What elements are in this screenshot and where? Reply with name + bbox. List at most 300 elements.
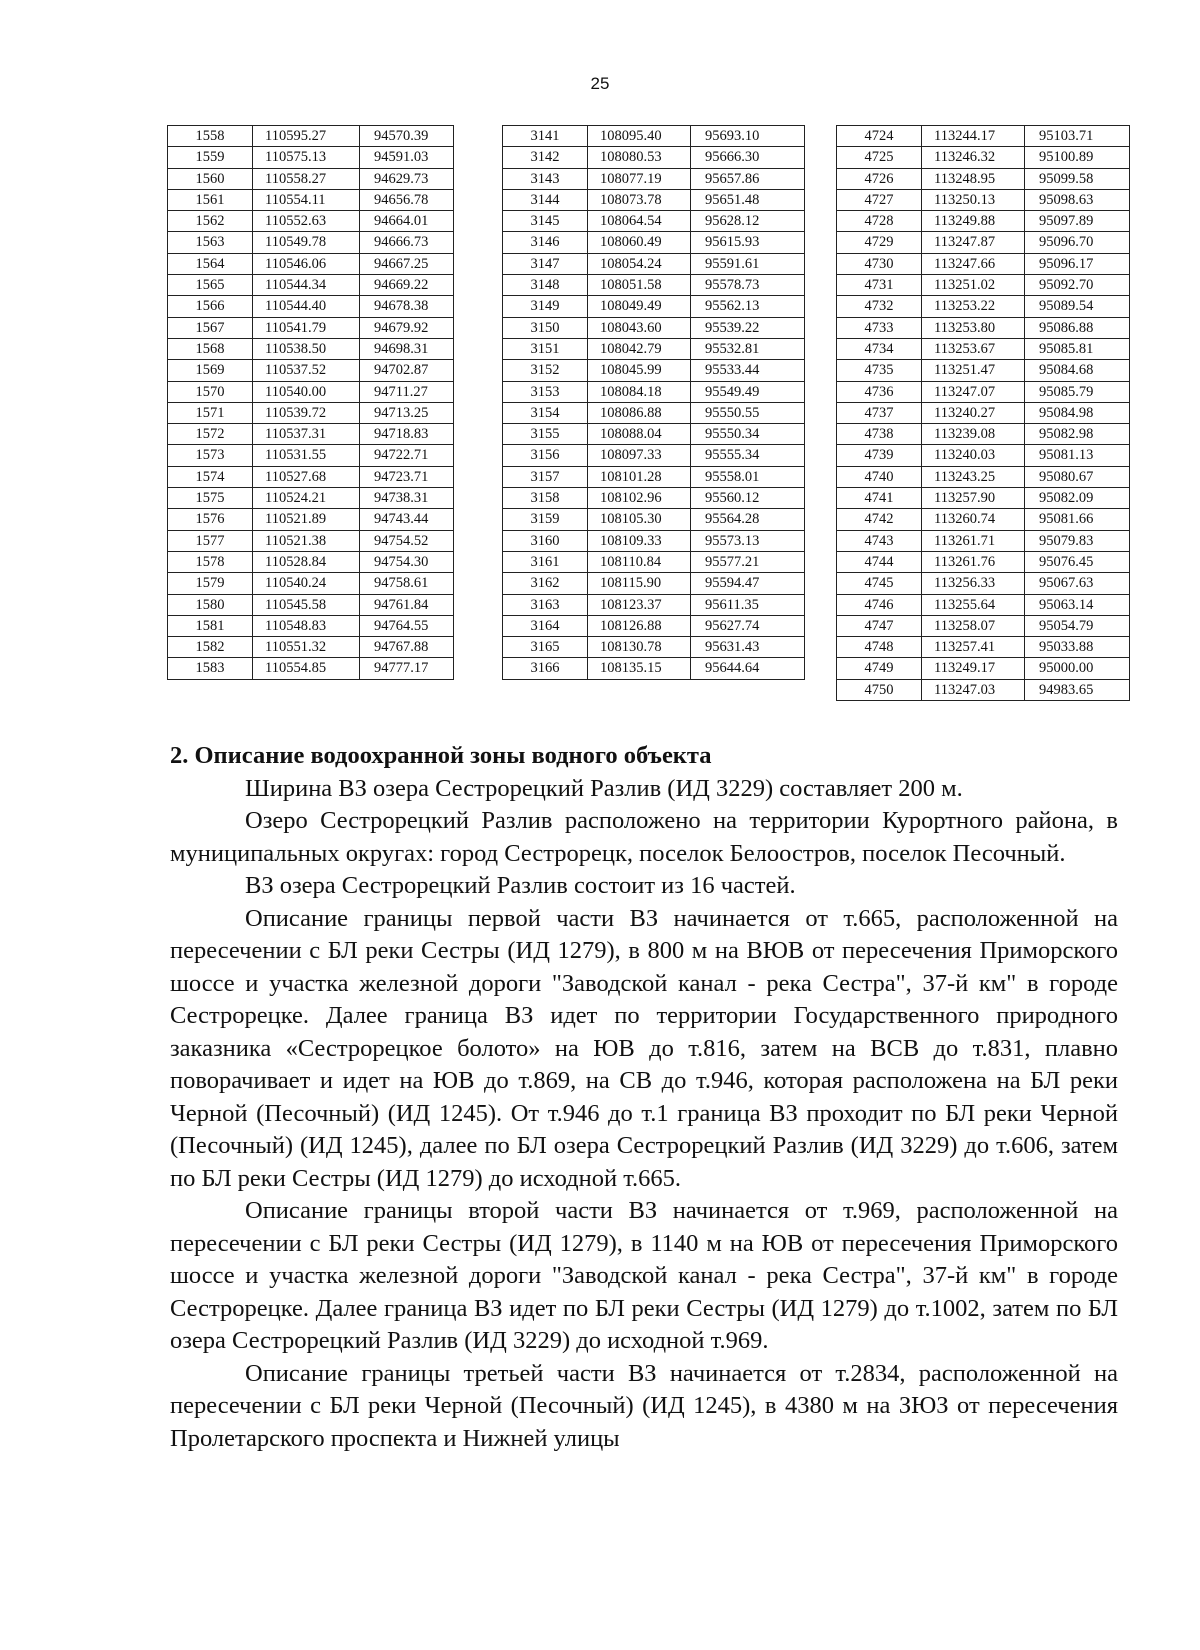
y-coordinate-cell: 95079.83 — [1025, 530, 1130, 551]
y-coordinate-cell: 94754.52 — [360, 530, 454, 551]
table-row — [503, 402, 805, 423]
y-coordinate-cell: 95000.00 — [1025, 658, 1130, 679]
table-row — [503, 594, 805, 615]
point-number-cell: 4734 — [837, 338, 922, 359]
y-coordinate-cell: 95054.79 — [1025, 615, 1130, 636]
y-coordinate-cell: 95549.49 — [691, 381, 805, 402]
y-coordinate-cell: 95082.98 — [1025, 424, 1130, 445]
y-coordinate-cell: 94777.17 — [360, 658, 454, 679]
table-row — [503, 509, 805, 530]
y-coordinate-cell: 95076.45 — [1025, 551, 1130, 572]
page-number: 25 — [590, 74, 610, 93]
point-number-cell: 1578 — [168, 551, 253, 572]
table-row — [503, 360, 805, 381]
x-coordinate-cell: 113258.07 — [922, 615, 1025, 636]
y-coordinate-cell: 95651.48 — [691, 189, 805, 210]
point-number-cell: 4748 — [837, 637, 922, 658]
point-number-cell: 4731 — [837, 275, 922, 296]
y-coordinate-cell: 95558.01 — [691, 466, 805, 487]
x-coordinate-cell: 113250.13 — [922, 189, 1025, 210]
table-row — [837, 296, 1130, 317]
y-coordinate-cell: 94713.25 — [360, 402, 454, 423]
table-row — [168, 126, 454, 147]
table-row — [503, 232, 805, 253]
point-number-cell: 4735 — [837, 360, 922, 381]
x-coordinate-cell: 108086.88 — [588, 402, 691, 423]
y-coordinate-cell: 94669.22 — [360, 275, 454, 296]
table-row — [168, 594, 454, 615]
table-row — [837, 573, 1130, 594]
point-number-cell: 1570 — [168, 381, 253, 402]
y-coordinate-cell: 94629.73 — [360, 168, 454, 189]
x-coordinate-cell: 108095.40 — [588, 126, 691, 147]
point-number-cell: 1563 — [168, 232, 253, 253]
point-number-cell: 1575 — [168, 488, 253, 509]
y-coordinate-cell: 95082.09 — [1025, 488, 1130, 509]
x-coordinate-cell: 113249.17 — [922, 658, 1025, 679]
table-row — [837, 381, 1130, 402]
x-coordinate-cell: 113251.02 — [922, 275, 1025, 296]
x-coordinate-cell: 113247.07 — [922, 381, 1025, 402]
point-number-cell: 4739 — [837, 445, 922, 466]
point-number-cell: 4729 — [837, 232, 922, 253]
y-coordinate-cell: 95693.10 — [691, 126, 805, 147]
table-row — [837, 338, 1130, 359]
table-row — [503, 381, 805, 402]
y-coordinate-cell: 95100.89 — [1025, 147, 1130, 168]
point-number-cell: 1559 — [168, 147, 253, 168]
point-number-cell: 4724 — [837, 126, 922, 147]
point-number-cell: 1571 — [168, 402, 253, 423]
point-number-cell: 4749 — [837, 658, 922, 679]
point-number-cell: 3164 — [503, 615, 588, 636]
y-coordinate-cell: 95628.12 — [691, 211, 805, 232]
x-coordinate-cell: 108088.04 — [588, 424, 691, 445]
x-coordinate-cell: 110521.38 — [253, 530, 360, 551]
table-row — [837, 275, 1130, 296]
y-coordinate-cell: 95081.66 — [1025, 509, 1130, 530]
y-coordinate-cell: 95092.70 — [1025, 275, 1130, 296]
table-row — [837, 509, 1130, 530]
x-coordinate-cell: 113256.33 — [922, 573, 1025, 594]
x-coordinate-cell: 110539.72 — [253, 402, 360, 423]
point-number-cell: 3161 — [503, 551, 588, 572]
x-coordinate-cell: 108110.84 — [588, 551, 691, 572]
x-coordinate-cell: 110575.13 — [253, 147, 360, 168]
x-coordinate-cell: 108064.54 — [588, 211, 691, 232]
x-coordinate-cell: 113261.71 — [922, 530, 1025, 551]
x-coordinate-cell: 108115.90 — [588, 573, 691, 594]
x-coordinate-cell: 108126.88 — [588, 615, 691, 636]
table-row — [168, 360, 454, 381]
coordinates-table-1 — [167, 125, 454, 680]
x-coordinate-cell: 110524.21 — [253, 488, 360, 509]
x-coordinate-cell: 110537.31 — [253, 424, 360, 445]
x-coordinate-cell: 113249.88 — [922, 211, 1025, 232]
table-row — [168, 232, 454, 253]
table-row — [168, 275, 454, 296]
point-number-cell: 4728 — [837, 211, 922, 232]
x-coordinate-cell: 110554.11 — [253, 189, 360, 210]
y-coordinate-cell: 94711.27 — [360, 381, 454, 402]
y-coordinate-cell: 94591.03 — [360, 147, 454, 168]
table-row — [168, 530, 454, 551]
y-coordinate-cell: 95550.55 — [691, 402, 805, 423]
point-number-cell: 1569 — [168, 360, 253, 381]
y-coordinate-cell: 95533.44 — [691, 360, 805, 381]
y-coordinate-cell: 95532.81 — [691, 338, 805, 359]
paragraph: Описание границы второй части ВЗ начинается от т.969, расположенной на пересечении с БЛ реки Сестры (ИД 1279), в 1140 м на ЮВ от пересечения Приморского шоссе и участка железной дороги "Заводской канал - река Сестра", 37-й км" в городе Сестрорецке. Далее граница ВЗ идет по БЛ реки Сестры (ИД 1279) до т.1002, затем по БЛ озера Сестрорецкий Разлив (ИД 3229) до исходной т.969. — [170, 1197, 1118, 1354]
table-row — [503, 275, 805, 296]
coordinates-table-2 — [502, 125, 805, 680]
x-coordinate-cell: 110540.24 — [253, 573, 360, 594]
table-row — [837, 360, 1130, 381]
y-coordinate-cell: 95591.61 — [691, 253, 805, 274]
x-coordinate-cell: 113240.03 — [922, 445, 1025, 466]
x-coordinate-cell: 113247.87 — [922, 232, 1025, 253]
x-coordinate-cell: 113253.67 — [922, 338, 1025, 359]
y-coordinate-cell: 95594.47 — [691, 573, 805, 594]
table-row — [168, 551, 454, 572]
section-heading: 2. Описание водоохранной зоны водного объекта — [170, 742, 712, 769]
x-coordinate-cell: 110552.63 — [253, 211, 360, 232]
table-row — [168, 615, 454, 636]
x-coordinate-cell: 110528.84 — [253, 551, 360, 572]
y-coordinate-cell: 94761.84 — [360, 594, 454, 615]
point-number-cell: 3162 — [503, 573, 588, 594]
table-row — [168, 147, 454, 168]
table-row — [837, 551, 1130, 572]
point-number-cell: 1565 — [168, 275, 253, 296]
table-row — [168, 381, 454, 402]
point-number-cell: 4750 — [837, 679, 922, 700]
table-row — [503, 211, 805, 232]
x-coordinate-cell: 108045.99 — [588, 360, 691, 381]
y-coordinate-cell: 95067.63 — [1025, 573, 1130, 594]
x-coordinate-cell: 113240.27 — [922, 402, 1025, 423]
point-number-cell: 3149 — [503, 296, 588, 317]
table-row — [168, 637, 454, 658]
table-row — [168, 424, 454, 445]
y-coordinate-cell: 95097.89 — [1025, 211, 1130, 232]
y-coordinate-cell: 94758.61 — [360, 573, 454, 594]
point-number-cell: 3160 — [503, 530, 588, 551]
point-number-cell: 3151 — [503, 338, 588, 359]
table-row — [168, 573, 454, 594]
y-coordinate-cell: 94983.65 — [1025, 679, 1130, 700]
point-number-cell: 3159 — [503, 509, 588, 530]
y-coordinate-cell: 94738.31 — [360, 488, 454, 509]
table-row — [503, 168, 805, 189]
point-number-cell: 4737 — [837, 402, 922, 423]
table-row — [168, 211, 454, 232]
x-coordinate-cell: 110551.32 — [253, 637, 360, 658]
table-row — [168, 658, 454, 679]
table-row — [837, 615, 1130, 636]
point-number-cell: 1568 — [168, 338, 253, 359]
point-number-cell: 1582 — [168, 637, 253, 658]
x-coordinate-cell: 110554.85 — [253, 658, 360, 679]
point-number-cell: 3143 — [503, 168, 588, 189]
x-coordinate-cell: 110546.06 — [253, 253, 360, 274]
table-row — [503, 637, 805, 658]
x-coordinate-cell: 108073.78 — [588, 189, 691, 210]
point-number-cell: 4744 — [837, 551, 922, 572]
x-coordinate-cell: 113246.32 — [922, 147, 1025, 168]
x-coordinate-cell: 108101.28 — [588, 466, 691, 487]
x-coordinate-cell: 110549.78 — [253, 232, 360, 253]
x-coordinate-cell: 110538.50 — [253, 338, 360, 359]
x-coordinate-cell: 113247.03 — [922, 679, 1025, 700]
y-coordinate-cell: 95555.34 — [691, 445, 805, 466]
table-row — [837, 466, 1130, 487]
point-number-cell: 3157 — [503, 466, 588, 487]
table-row — [168, 317, 454, 338]
y-coordinate-cell: 95564.28 — [691, 509, 805, 530]
x-coordinate-cell: 108054.24 — [588, 253, 691, 274]
x-coordinate-cell: 110544.34 — [253, 275, 360, 296]
x-coordinate-cell: 110595.27 — [253, 126, 360, 147]
table-row — [168, 445, 454, 466]
coordinates-table-3 — [836, 125, 1130, 701]
point-number-cell: 4743 — [837, 530, 922, 551]
y-coordinate-cell: 95539.22 — [691, 317, 805, 338]
table-row — [503, 445, 805, 466]
table-row — [837, 126, 1130, 147]
point-number-cell: 4727 — [837, 189, 922, 210]
table-row — [837, 530, 1130, 551]
y-coordinate-cell: 94764.55 — [360, 615, 454, 636]
y-coordinate-cell: 95615.93 — [691, 232, 805, 253]
y-coordinate-cell: 94767.88 — [360, 637, 454, 658]
x-coordinate-cell: 113260.74 — [922, 509, 1025, 530]
x-coordinate-cell: 110540.00 — [253, 381, 360, 402]
point-number-cell: 1576 — [168, 509, 253, 530]
y-coordinate-cell: 94664.01 — [360, 211, 454, 232]
table-row — [503, 253, 805, 274]
point-number-cell: 3155 — [503, 424, 588, 445]
table-row — [837, 317, 1130, 338]
x-coordinate-cell: 110545.58 — [253, 594, 360, 615]
point-number-cell: 1560 — [168, 168, 253, 189]
point-number-cell: 3156 — [503, 445, 588, 466]
y-coordinate-cell: 95086.88 — [1025, 317, 1130, 338]
x-coordinate-cell: 108130.78 — [588, 637, 691, 658]
table-row — [837, 445, 1130, 466]
point-number-cell: 3144 — [503, 189, 588, 210]
table-row — [503, 317, 805, 338]
table-row — [503, 189, 805, 210]
paragraph: Описание границы третьей части ВЗ начинается от т.2834, расположенной на пересечении с БЛ реки Черной (Песочный) (ИД 1245), в 4380 м на ЗЮЗ от пересечения Пролетарского проспекта и Нижней улицы — [170, 1359, 1118, 1452]
paragraph: Ширина ВЗ озера Сестрорецкий Разлив (ИД 3229) составляет 200 м. — [245, 774, 963, 802]
paragraph: ВЗ озера Сестрорецкий Разлив состоит из 16 частей. — [245, 872, 796, 899]
x-coordinate-cell: 108060.49 — [588, 232, 691, 253]
y-coordinate-cell: 94754.30 — [360, 551, 454, 572]
y-coordinate-cell: 95096.17 — [1025, 253, 1130, 274]
point-number-cell: 3150 — [503, 317, 588, 338]
y-coordinate-cell: 95550.34 — [691, 424, 805, 445]
x-coordinate-cell: 113257.41 — [922, 637, 1025, 658]
x-coordinate-cell: 108123.37 — [588, 594, 691, 615]
y-coordinate-cell: 95666.30 — [691, 147, 805, 168]
y-coordinate-cell: 94666.73 — [360, 232, 454, 253]
y-coordinate-cell: 95560.12 — [691, 488, 805, 509]
x-coordinate-cell: 110558.27 — [253, 168, 360, 189]
x-coordinate-cell: 110544.40 — [253, 296, 360, 317]
table-row — [503, 466, 805, 487]
y-coordinate-cell: 95084.98 — [1025, 402, 1130, 423]
table-row — [168, 168, 454, 189]
y-coordinate-cell: 95084.68 — [1025, 360, 1130, 381]
x-coordinate-cell: 113257.90 — [922, 488, 1025, 509]
point-number-cell: 4733 — [837, 317, 922, 338]
y-coordinate-cell: 95063.14 — [1025, 594, 1130, 615]
x-coordinate-cell: 113251.47 — [922, 360, 1025, 381]
point-number-cell: 4730 — [837, 253, 922, 274]
table-row — [503, 338, 805, 359]
point-number-cell: 3147 — [503, 253, 588, 274]
point-number-cell: 3166 — [503, 658, 588, 679]
table-row — [168, 189, 454, 210]
table-row — [837, 189, 1130, 210]
point-number-cell: 3154 — [503, 402, 588, 423]
point-number-cell: 1561 — [168, 189, 253, 210]
point-number-cell: 1572 — [168, 424, 253, 445]
point-number-cell: 1573 — [168, 445, 253, 466]
table-row — [503, 615, 805, 636]
point-number-cell: 4745 — [837, 573, 922, 594]
table-row — [837, 232, 1130, 253]
x-coordinate-cell: 108105.30 — [588, 509, 691, 530]
point-number-cell: 4740 — [837, 466, 922, 487]
table-row — [837, 253, 1130, 274]
table-row — [168, 296, 454, 317]
x-coordinate-cell: 113247.66 — [922, 253, 1025, 274]
y-coordinate-cell: 94698.31 — [360, 338, 454, 359]
point-number-cell: 4746 — [837, 594, 922, 615]
x-coordinate-cell: 108084.18 — [588, 381, 691, 402]
y-coordinate-cell: 95562.13 — [691, 296, 805, 317]
point-number-cell: 1558 — [168, 126, 253, 147]
point-number-cell: 4725 — [837, 147, 922, 168]
table-row — [837, 594, 1130, 615]
point-number-cell: 3163 — [503, 594, 588, 615]
y-coordinate-cell: 94743.44 — [360, 509, 454, 530]
table-row — [168, 488, 454, 509]
point-number-cell: 3145 — [503, 211, 588, 232]
x-coordinate-cell: 108097.33 — [588, 445, 691, 466]
y-coordinate-cell: 95657.86 — [691, 168, 805, 189]
x-coordinate-cell: 108049.49 — [588, 296, 691, 317]
point-number-cell: 1580 — [168, 594, 253, 615]
table-row — [168, 338, 454, 359]
table-row — [168, 466, 454, 487]
y-coordinate-cell: 95080.67 — [1025, 466, 1130, 487]
water-protection-zone-section — [170, 740, 1118, 1455]
y-coordinate-cell: 94702.87 — [360, 360, 454, 381]
point-number-cell: 4732 — [837, 296, 922, 317]
y-coordinate-cell: 94722.71 — [360, 445, 454, 466]
x-coordinate-cell: 108077.19 — [588, 168, 691, 189]
x-coordinate-cell: 108043.60 — [588, 317, 691, 338]
paragraph: Описание границы первой части ВЗ начинается от т.665, расположенной на пересечении с БЛ реки Сестры (ИД 1279), в 800 м на ВЮВ от пересечения Приморского шоссе и участка железной дороги "Заводской канал - река Сестра", 37-й км" в городе Сестрорецке. Далее граница ВЗ идет по территории Государственного природного заказника «Сестрорецкое болото» на ЮВ до т.816, затем на ВСВ до т.831, плавно поворачивает и идет на ЮВ до т.869, на СВ до т.946, которая расположена на БЛ реки Черной (Песочный) (ИД 1245). От т.946 до т.1 граница ВЗ проходит по БЛ реки Черной (Песочный) (ИД 1245), далее по БЛ озера Сестрорецкий Разлив (ИД 3229) до т.606, затем по БЛ реки Сестры (ИД 1279) до исходной т.665. — [170, 904, 1118, 1192]
y-coordinate-cell: 95611.35 — [691, 594, 805, 615]
y-coordinate-cell: 95577.21 — [691, 551, 805, 572]
table-row — [837, 424, 1130, 445]
table-row — [168, 402, 454, 423]
y-coordinate-cell: 95089.54 — [1025, 296, 1130, 317]
point-number-cell: 3148 — [503, 275, 588, 296]
table-row — [837, 168, 1130, 189]
point-number-cell: 1566 — [168, 296, 253, 317]
table-row — [837, 147, 1130, 168]
table-row — [503, 126, 805, 147]
x-coordinate-cell: 113261.76 — [922, 551, 1025, 572]
x-coordinate-cell: 108051.58 — [588, 275, 691, 296]
x-coordinate-cell: 108135.15 — [588, 658, 691, 679]
table-row — [503, 147, 805, 168]
point-number-cell: 1577 — [168, 530, 253, 551]
y-coordinate-cell: 95081.13 — [1025, 445, 1130, 466]
y-coordinate-cell: 94679.92 — [360, 317, 454, 338]
x-coordinate-cell: 110521.89 — [253, 509, 360, 530]
table-row — [837, 658, 1130, 679]
x-coordinate-cell: 113243.25 — [922, 466, 1025, 487]
x-coordinate-cell: 108080.53 — [588, 147, 691, 168]
point-number-cell: 3141 — [503, 126, 588, 147]
table-row — [168, 253, 454, 274]
y-coordinate-cell: 94570.39 — [360, 126, 454, 147]
y-coordinate-cell: 94678.38 — [360, 296, 454, 317]
point-number-cell: 1564 — [168, 253, 253, 274]
point-number-cell: 3146 — [503, 232, 588, 253]
point-number-cell: 3153 — [503, 381, 588, 402]
x-coordinate-cell: 113253.80 — [922, 317, 1025, 338]
table-row — [168, 509, 454, 530]
point-number-cell: 4742 — [837, 509, 922, 530]
x-coordinate-cell: 110531.55 — [253, 445, 360, 466]
table-row — [503, 296, 805, 317]
table-row — [503, 573, 805, 594]
y-coordinate-cell: 95644.64 — [691, 658, 805, 679]
point-number-cell: 1567 — [168, 317, 253, 338]
point-number-cell: 1583 — [168, 658, 253, 679]
x-coordinate-cell: 110527.68 — [253, 466, 360, 487]
y-coordinate-cell: 95033.88 — [1025, 637, 1130, 658]
point-number-cell: 3152 — [503, 360, 588, 381]
point-number-cell: 4747 — [837, 615, 922, 636]
table-row — [503, 530, 805, 551]
paragraph: Озеро Сестрорецкий Разлив расположено на территории Курортного района, в муниципальных округах: город Сестрорецк, поселок Белоостров, поселок Песочный. — [170, 807, 1118, 867]
table-row — [503, 424, 805, 445]
table-row — [837, 211, 1130, 232]
x-coordinate-cell: 108102.96 — [588, 488, 691, 509]
x-coordinate-cell: 108042.79 — [588, 338, 691, 359]
point-number-cell: 1579 — [168, 573, 253, 594]
y-coordinate-cell: 94667.25 — [360, 253, 454, 274]
point-number-cell: 4726 — [837, 168, 922, 189]
y-coordinate-cell: 95631.43 — [691, 637, 805, 658]
y-coordinate-cell: 94656.78 — [360, 189, 454, 210]
point-number-cell: 4741 — [837, 488, 922, 509]
point-number-cell: 1581 — [168, 615, 253, 636]
table-row — [503, 658, 805, 679]
point-number-cell: 3158 — [503, 488, 588, 509]
point-number-cell: 3142 — [503, 147, 588, 168]
y-coordinate-cell: 95096.70 — [1025, 232, 1130, 253]
x-coordinate-cell: 110537.52 — [253, 360, 360, 381]
x-coordinate-cell: 113253.22 — [922, 296, 1025, 317]
